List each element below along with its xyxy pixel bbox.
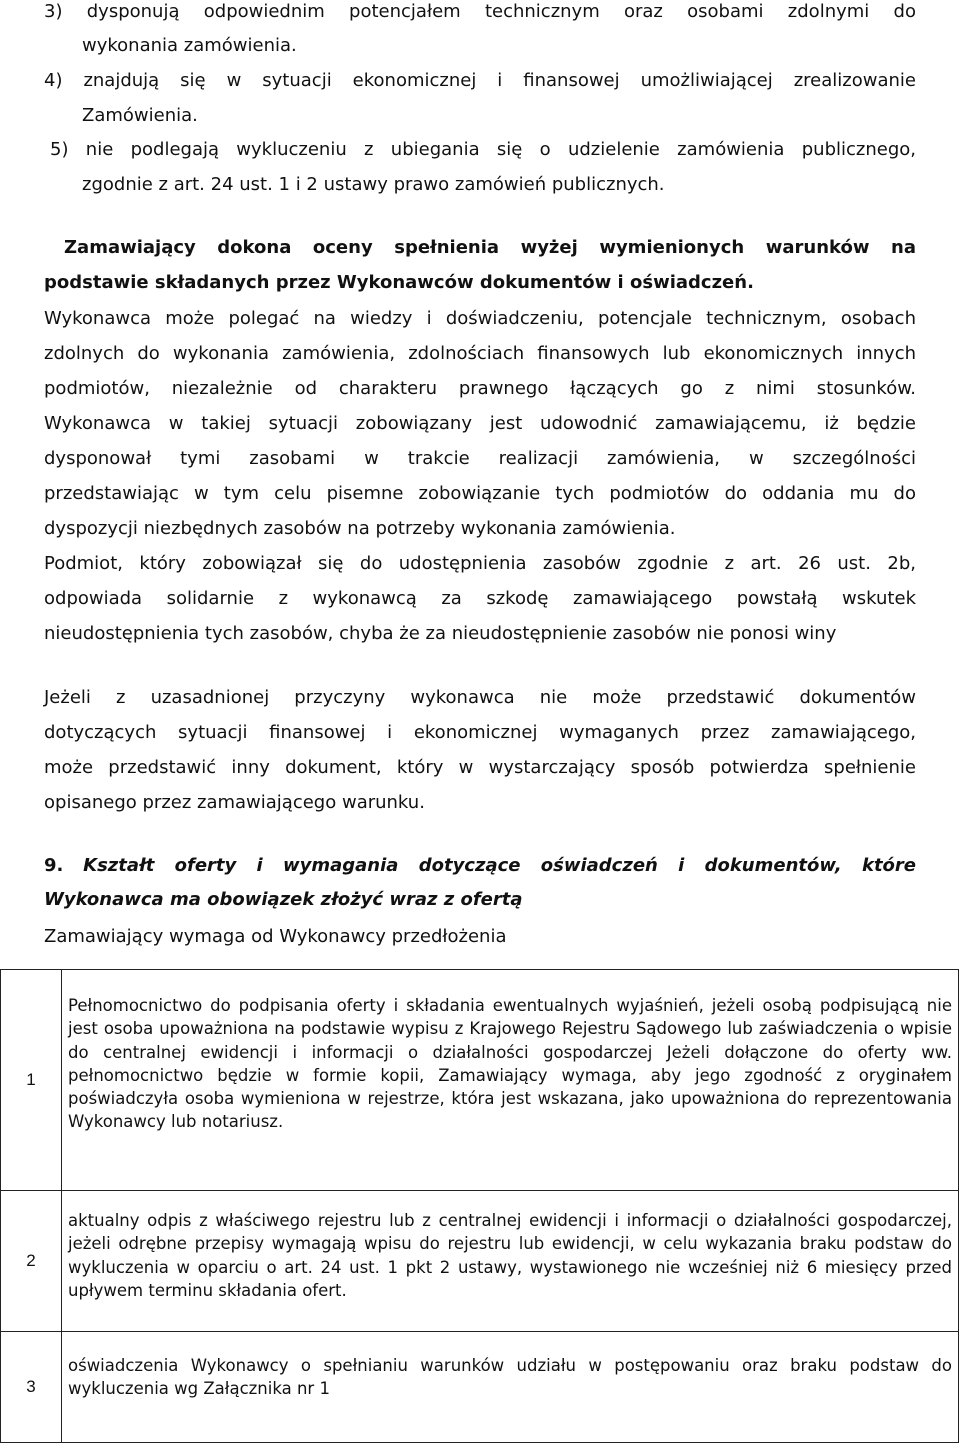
paragraph-1-line: Wykonawca w takiej sytuacji zobowiązany jest udowodnić zamawiającemu, iż będzie [44,413,916,434]
list-item-text: nie podlegają wykluczeniu z ubiegania się o udzielenie zamówienia publicznego, [85,139,916,160]
row-text-cell [62,1332,959,1443]
paragraph-3-line: może przedstawić inny dokument, który w wystarczający sposób potwierdza spełnienie [44,757,916,778]
list-item-4-continued: Zamówienia. [82,105,198,126]
paragraph-1-line: zdolnych do wykonania zamówienia, zdolnościach finansowych lub ekonomicznych innych [44,343,916,364]
section-title-line-1: Kształt oferty i wymagania dotyczące oświadczeń i dokumentów, które [83,855,916,876]
paragraph-3-line: dotyczących sytuacji finansowej i ekonomicznej wymaganych przez zamawiającego, [44,722,916,743]
row-number: 1 [1,970,62,1191]
row-text: aktualny odpis z właściwego rejestru lub z centralnej ewidencji i informacji o działalności gospodarczej, jeżeli odrębne przepisy wymagają wpisu do rejestru lub ewidencji, w celu wykazania braku podstaw do wykluczenia w oparciu o art. 24 ust. 1 pkt 2 ustawy, wystawionego nie wcześniej niż 6 miesięcy przed upływem terminu składania ofert. [68,1211,952,1300]
list-item-3-continued: wykonania zamówienia. [82,35,297,56]
list-item-number: 4) [44,70,63,91]
section-title-line-2: Wykonawca ma obowiązek złożyć wraz z ofertą [44,889,523,910]
paragraph-3-line: Jeżeli z uzasadnionej przyczyny wykonawca nie może przedstawić dokumentów [44,687,916,708]
paragraph-1-line: Wykonawca może polegać na wiedzy i doświadczeniu, potencjale technicznym, osobach [44,308,916,329]
paragraph-1-line: podmiotów, niezależnie od charakteru prawnego łączących go z nimi stosunków. [44,378,916,399]
row-text-cell [62,970,959,1191]
paragraph-1-line: dyspozycji niezbędnych zasobów na potrzeby wykonania zamówienia. [44,518,676,539]
section-heading [44,854,916,878]
bold-paragraph-line-1: Zamawiający dokona oceny spełnienia wyżej wymienionych warunków na [64,237,916,258]
paragraph-2-line: odpowiada solidarnie z wykonawcą za szkodę zamawiającego powstałą wskutek [44,588,916,609]
list-item-number: 5) [50,139,69,160]
row-number: 2 [1,1191,62,1332]
list-item-5-continued: zgodnie z art. 24 ust. 1 i 2 ustawy prawo zamówień publicznych. [82,174,665,195]
section-number: 9. [44,855,64,876]
paragraph-2-line: nieudostępnienia tych zasobów, chyba że za nieudostępnienie zasobów nie ponosi winy [44,623,837,644]
table-row [1,1191,959,1332]
row-text: oświadczenia Wykonawcy o spełnianiu warunków udziału w postępowaniu oraz braku podstaw do wykluczenia wg Załącznika nr 1 [68,1356,952,1399]
paragraph-1-line: przedstawiając w tym celu pisemne zobowiązanie tych podmiotów do oddania mu do [44,483,916,504]
list-item-text: dysponują odpowiednim potencjałem technicznym oraz osobami zdolnymi do [86,1,916,22]
table-row [1,1332,959,1443]
paragraph-2-line: Podmiot, który zobowiązał się do udostępnienia zasobów zgodnie z art. 26 ust. 2b, [44,553,916,574]
bold-paragraph-line-2: podstawie składanych przez Wykonawców dokumentów i oświadczeń. [44,272,754,293]
list-item-3 [44,0,916,24]
row-text: Pełnomocnictwo do podpisania oferty i składania ewentualnych wyjaśnień, jeżeli osobą podpisującą nie jest osoba upoważniona na podstawie wypisu z Krajowego Rejestru Sądowego lub zaświadczenia o wpisie do centralnej ewidencji i informacji o działalności gospodarczej Jeżeli dołączone do oferty ww. pełnomocnictwo będzie w formie kopii, Zamawiający wymaga, aby jego zgodność z oryginałem poświadczyła osoba wymieniona w rejestrze, która jest wskazana, jako upoważniona do reprezentowania Wykonawcy lub notariusz. [68,996,952,1132]
list-item-text: znajdują się w sytuacji ekonomicznej i finansowej umożliwiającej zrealizowanie [83,70,916,91]
table-row [1,970,959,1191]
paragraph-1-line: dysponował tymi zasobami w trakcie realizacji zamówienia, w szczególności [44,448,916,469]
requirements-table [0,969,959,1443]
list-item-number: 3) [44,1,63,22]
row-text-cell [62,1191,959,1332]
list-item-4 [44,69,916,93]
intro-text: Zamawiający wymaga od Wykonawcy przedłożenia [44,926,507,947]
list-item-5 [50,138,916,162]
paragraph-3-line: opisanego przez zamawiającego warunku. [44,792,425,813]
row-number: 3 [1,1332,62,1443]
